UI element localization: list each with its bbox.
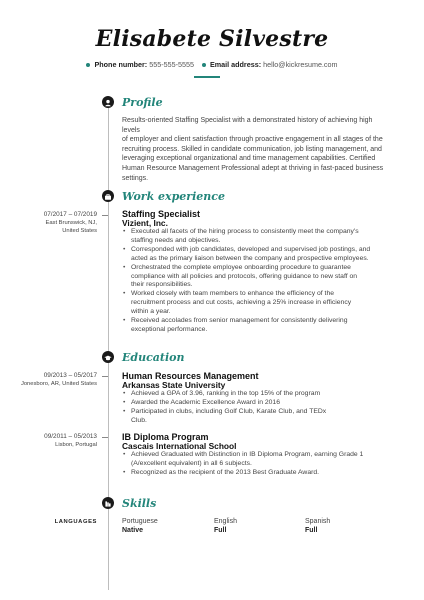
- list-item: • Participated in clubs, including Golf Club, Karate Club, and TEDx Club.: [122, 408, 390, 426]
- list-item: • Recognized as the recipient of the 2013 Best Graduate Award.: [122, 469, 390, 478]
- language-name: Portuguese: [122, 518, 158, 525]
- email-label: Email address:: [209, 60, 262, 69]
- timeline-line: [108, 104, 109, 590]
- languages-label: LANGUAGES: [54, 519, 97, 525]
- list-item: • Worked closely with team members to enhance the efficiency of the recruitment process and cut costs, achieving a 25% increase in efficiency within a year.: [122, 290, 390, 317]
- list-item: • Received accolades from senior management for consistently delivering exceptional performance.: [122, 317, 390, 335]
- bullet-dot-icon: [202, 63, 206, 67]
- job-role: Staffing Specialist: [122, 209, 201, 219]
- edu-degree: Human Resources Management: [122, 371, 259, 381]
- profile-line: settings.: [122, 174, 149, 182]
- language-level: Native: [122, 527, 144, 534]
- job-dates: 07/2017 – 07/2019: [43, 211, 97, 218]
- experience-title: Work experience: [122, 190, 225, 203]
- list-item: • Executed all facets of the hiring process to consistently meet the company's staffing needs and objectives.: [122, 228, 390, 246]
- list-item: • Corresponded with job candidates, developed and supervised job postings, and acted as the primary liaison between the company and prospective employees.: [122, 246, 390, 264]
- language-name: Spanish: [305, 518, 331, 525]
- edu-location: Jonesboro, AR, United States: [20, 381, 97, 387]
- edu-school: Arkansas State University: [122, 380, 226, 390]
- entry-marker: [102, 437, 108, 438]
- job-location-line: East Brunswick, NJ,: [45, 220, 97, 226]
- profile-line: Results-oriented Staffing Specialist with a demonstrated history of achieving high levels: [122, 117, 373, 134]
- profile-summary: [122, 116, 390, 183]
- entry-marker: [102, 376, 108, 377]
- profile-line: leveraging exceptional organizational and time management capabilities. Certified: [122, 155, 376, 163]
- job-location-line: United States: [62, 228, 97, 234]
- phone-value: 555-555-5555: [149, 60, 194, 69]
- list-item: • Achieved a GPA of 3.96, ranking in the top 15% of the program: [122, 390, 390, 399]
- bullet-dot-icon: [86, 63, 90, 67]
- edu-school: Cascais International School: [122, 441, 237, 451]
- list-item: • Achieved Graduated with Distinction in IB Diploma Program, earning Grade 1 (A/excellent equivalent) in all 6 subjects.: [122, 451, 390, 469]
- graduation-cap-icon: [102, 351, 114, 363]
- header-divider: [194, 76, 220, 78]
- email-value: hello@kickresume.com: [263, 60, 338, 69]
- skills-icon: [102, 497, 114, 509]
- language-level: Full: [214, 527, 227, 534]
- edu-dates: 09/2011 – 05/2013: [44, 433, 97, 440]
- candidate-name: Elisabete Silvestre: [95, 26, 329, 52]
- email-group: [202, 60, 338, 69]
- job-company: Vizient, Inc.: [122, 218, 168, 228]
- profile-title: Profile: [122, 96, 163, 109]
- phone-group: [86, 60, 195, 69]
- profile-line: of employer and client satisfaction through proactive engagement in all stages of the: [122, 136, 383, 144]
- list-item: • Orchestrated the complete employee onboarding procedure to guarantee compliance with all policies and protocols, offering guidance to new staff on their responsibilities.: [122, 264, 390, 291]
- language-level: Full: [305, 527, 318, 534]
- person-icon: [102, 96, 114, 108]
- skills-title: Skills: [122, 497, 157, 510]
- language-name: English: [214, 518, 237, 525]
- education-title: Education: [122, 351, 185, 364]
- edu-bullets: [122, 451, 390, 478]
- phone-label: Phone number:: [94, 60, 148, 69]
- profile-line: recruiting process. Skilled in candidate communication, job listing management, and: [122, 145, 382, 153]
- edu-dates: 09/2013 – 05/2017: [43, 372, 97, 379]
- edu-bullets: [122, 390, 390, 426]
- edu-degree: IB Diploma Program: [122, 432, 209, 442]
- edu-location: Lisbon, Portugal: [55, 442, 97, 448]
- list-item: • Awarded the Academic Excellence Award in 2016: [122, 399, 390, 408]
- job-bullets: [122, 228, 390, 335]
- profile-line: Human Resource Management Professional adept at thriving in fast-paced business: [122, 164, 384, 172]
- briefcase-icon: [102, 190, 114, 202]
- entry-marker: [102, 215, 108, 216]
- contact-line: [0, 60, 424, 69]
